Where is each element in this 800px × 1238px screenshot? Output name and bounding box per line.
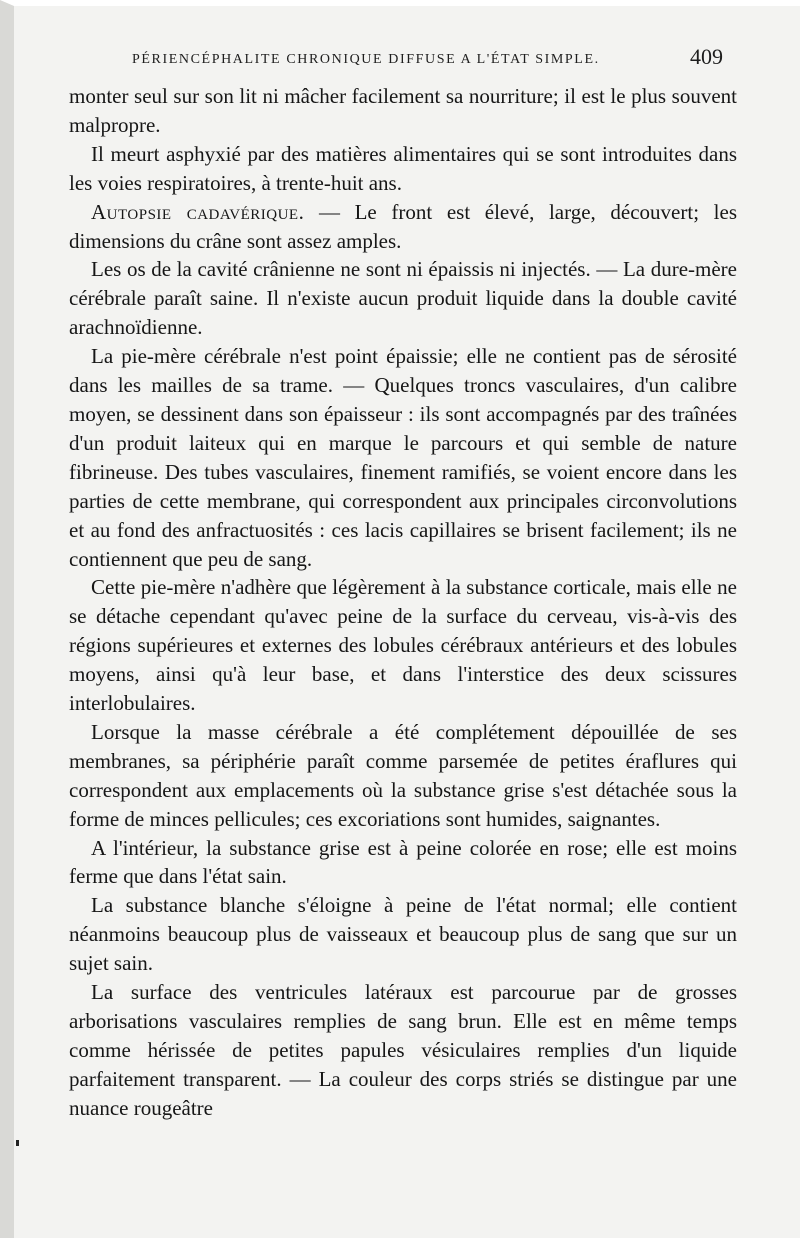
paragraph: A l'intérieur, la substance grise est à peine colorée en rose; elle est moins ferme que dans l'état sain. bbox=[69, 835, 737, 889]
paragraph: monter seul sur son lit ni mâcher facilement sa nourriture; il est le plus souvent malpropre. bbox=[69, 84, 737, 137]
page-number: 409 bbox=[690, 44, 723, 69]
paragraph: Cette pie-mère n'adhère que légèrement à la substance corticale, mais elle ne se détache cependant qu'avec peine de la surface du cerveau, vis-à-vis des régions supérieures et externes des lobules cérébraux antérieurs et des lobules moyens, ainsi qu'à leur base, et dans l'interstice des deux scissures interlobulaires. bbox=[69, 575, 737, 716]
paragraph: Les os de la cavité crânienne ne sont ni épaissis ni injectés. — La dure-mère cérébrale paraît saine. Il n'existe aucun produit liquide dans la double cavité arachnoïdienne. bbox=[69, 257, 737, 340]
paragraph: La surface des ventricules latéraux est parcourue par de grosses arborisations vasculaires remplies de sang brun. Elle est en même temps comme hérissée de petites papules vésiculaires remplies d'un liquide parfaitement transparent. — La couleur des corps striés se distingue par une nuance rougeâtre bbox=[69, 980, 737, 1120]
page-header bbox=[14, 42, 800, 76]
paragraph: La substance blanche s'éloigne à peine de l'état normal; elle contient néanmoins beaucoup plus de vaisseaux et beaucoup plus de sang que sur un sujet sain. bbox=[69, 893, 737, 976]
running-title: PÉRIENCÉPHALITE CHRONIQUE DIFFUSE A L'ÉTAT SIMPLE. bbox=[132, 52, 600, 67]
scan-speck bbox=[16, 1140, 19, 1146]
section-lead: Autopsie cadavérique. bbox=[91, 199, 305, 224]
body-text bbox=[69, 82, 737, 1123]
paragraph bbox=[69, 198, 737, 256]
paragraph-text: — Le front est élevé, large, découvert; les dimensions du crâne sont assez amples. bbox=[69, 199, 737, 253]
paragraph: Il meurt asphyxié par des matières alimentaires qui se sont introduites dans les voies respiratoires, à trente-huit ans. bbox=[69, 141, 737, 195]
paragraph: Lorsque la masse cérébrale a été complétement dépouillée de ses membranes, sa périphérie paraît comme parsemée de petites éraflures qui correspondent aux emplacements où la substance grise s'est détachée sous la forme de minces pellicules; ces excoriations sont humides, saignantes. bbox=[69, 719, 737, 831]
paragraph: La pie-mère cérébrale n'est point épaissie; elle ne contient pas de sérosité dans les mailles de sa trame. — Quelques troncs vasculaires, d'un calibre moyen, se dessinent dans son épaisseur : ils sont accompagnés par des traînées d'un produit laiteux qui en marque le parcours et qui semble de nature fibrineuse. Des tubes vasculaires, finement ramifiés, se voient encore dans les parties de cette membrane, qui correspondent aux principales circonvolutions et au fond des anfractuosités : ces lacis capillaires se brisent facilement; ils ne contiennent que peu de sang. bbox=[69, 344, 737, 571]
